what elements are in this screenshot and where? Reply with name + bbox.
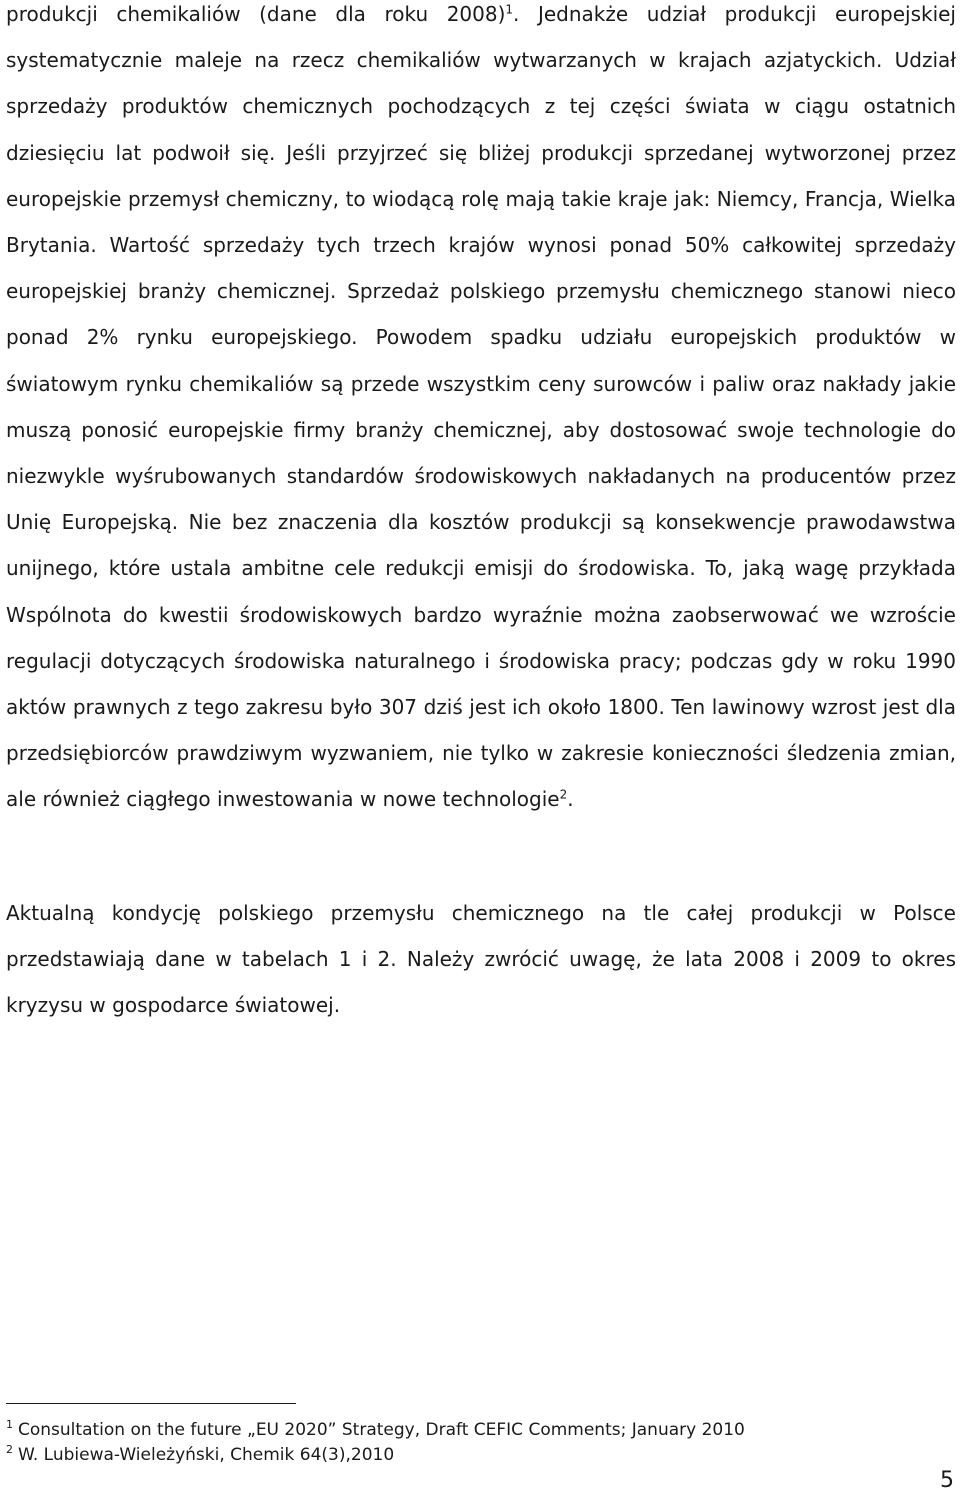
footnote-separator xyxy=(6,1403,296,1404)
footnote-reference[interactable]: 1 xyxy=(505,2,514,17)
body-paragraph xyxy=(6,0,956,823)
footnote-text: Consultation on the future „EU 2020” Strategy, Draft CEFIC Comments; January 2010 xyxy=(18,1420,745,1440)
paragraph-text: produkcji chemikaliów (dane dla roku 2008) xyxy=(6,2,506,26)
paragraph-text: . xyxy=(567,787,574,812)
footnote-text: W. Lubiewa-Wieleżyński, Chemik 64(3),2010 xyxy=(18,1445,395,1465)
footnote-item xyxy=(6,1443,946,1468)
footnote-item xyxy=(6,1418,946,1443)
footnote-number: 2 xyxy=(6,1443,13,1457)
body-paragraph: Aktualną kondycję polskiego przemysłu chemicznego na tle całej produkcji w Polsce przedstawiają dane w tabelach 1 i 2. Należy zwrócić uwagę, że lata 2008 i 2009 to okres kryzysu w gospodarce światowej. xyxy=(6,901,956,1018)
footnote-reference[interactable]: 2 xyxy=(559,787,568,802)
footnotes xyxy=(6,1418,946,1468)
footnote-number: 1 xyxy=(6,1418,13,1432)
paragraph-text: . Jednakże udział produkcji europejskiej systematycznie maleje na rzecz chemikaliów wytwarzanych w krajach azjatyckich. Udział sprzedaży produktów chemicznych pochodzących z tej części świata w ciągu ostatnich dziesięciu lat podwoił się. Jeśli przyjrzeć się bliżej produkcji sprzedanej wytworzonej przez europejskie przemysł chemiczny, to wiodącą rolę mają takie kraje jak: Niemcy, Francja, Wielka Brytania. Wartość sprzedaży tych trzech krajów wynosi ponad 50% całkowitej sprzedaży europejskiej branży chemicznej. Sprzedaż polskiego przemysłu chemicznego stanowi nieco ponad 2% rynku europejskiego. Powodem spadku udziału europejskich produktów w światowym rynku chemikaliów są przede wszystkim ceny surowców i paliw oraz nakłady jakie muszą ponosić europejskie firmy branży chemicznej, aby dostosować swoje technologie do niezwykle wyśrubowanych standardów środowiskowych nakładanych na producentów przez Unię Europejską. Nie bez znaczenia dla kosztów produkcji są konsekwencje prawodawstwa unijnego, które ustala ambitne cele redukcji emisji do środowiska. To, jaką wagę przykłada Wspólnota do kwestii środowiskowych bardzo wyraźnie można zaobserwować we wzroście regulacji dotyczących środowiska naturalnego i środowiska pracy; podczas gdy w roku 1990 aktów prawnych z tego zakresu było 307 dziś jest ich około 1800. Ten lawinowy wzrost jest dla przedsiębiorców prawdziwym wyzwaniem, nie tylko w zakresie konieczności śledzenia zmian, ale również ciągłego inwestowania w nowe technologie xyxy=(6,2,956,812)
page-number: 5 xyxy=(940,1468,954,1493)
